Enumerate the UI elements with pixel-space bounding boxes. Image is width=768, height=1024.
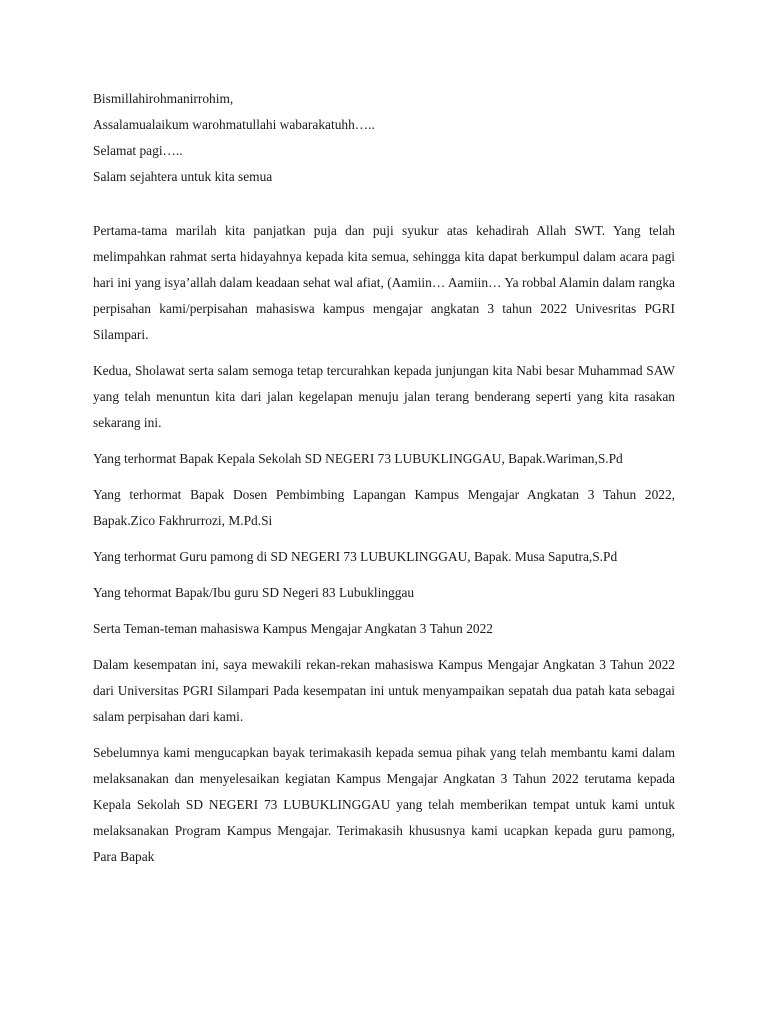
greeting-block xyxy=(93,86,675,190)
paragraph-thanks: Sebelumnya kami mengucapkan bayak terimakasih kepada semua pihak yang telah membantu kami dalam melaksanakan dan menyelesaikan kegiatan Kampus Mengajar Angkatan 3 Tahun 2022 terutama kepada Kepala Sekolah SD NEGERI 73 LUBUKLINGGAU yang telah memberikan tempat untuk kami untuk melaksanakan Program Kampus Mengajar. Terimakasih khususnya kami ucapkan kepada guru pamong, Para Bapak xyxy=(93,745,675,864)
paragraph-honor-teachers: Yang tehormat Bapak/Ibu guru SD Negeri 83 Lubuklinggau xyxy=(93,585,415,600)
blank-line xyxy=(93,190,675,218)
greeting-morning: Selamat pagi….. xyxy=(93,143,183,158)
paragraph-fellow-students: Serta Teman-teman mahasiswa Kampus Mengajar Angkatan 3 Tahun 2022 xyxy=(93,621,493,636)
speech-body xyxy=(93,218,675,870)
paragraph-purpose: Dalam kesempatan ini, saya mewakili rekan-rekan mahasiswa Kampus Mengajar Angkatan 3 Tahun 2022 dari Universitas PGRI Silampari Pada kesempatan ini untuk menyampaikan sepatah dua patah kata sebagai salam perpisahan dari kami. xyxy=(93,657,675,724)
greeting-peace: Salam sejahtera untuk kita semua xyxy=(93,169,273,184)
paragraph-sholawat: Kedua, Sholawat serta salam semoga tetap tercurahkan kepada junjungan kita Nabi besar Muhammad SAW yang telah menuntun kita dari jalan kegelapan menuju jalan terang benderang seperti yang kita rasakan sekarang ini. xyxy=(93,363,675,430)
paragraph-honor-principal: Yang terhormat Bapak Kepala Sekolah SD NEGERI 73 LUBUKLINGGAU, Bapak.Wariman,S.Pd xyxy=(93,451,623,466)
paragraph-honor-supervisor: Yang terhormat Bapak Dosen Pembimbing Lapangan Kampus Mengajar Angkatan 3 Tahun 2022, Bapak.Zico Fakhrurrozi, M.Pd.Si xyxy=(93,487,675,528)
greeting-salam: Assalamualaikum warohmatullahi wabarakatuhh….. xyxy=(93,117,375,132)
paragraph-opening-gratitude: Pertama-tama marilah kita panjatkan puja dan puji syukur atas kehadirah Allah SWT. Yang telah melimpahkan rahmat serta hidayahnya kepada kita semua, sehingga kita dapat berkumpul dalam acara pagi hari ini yang isya’allah dalam keadaan sehat wal afiat, (Aamiin… Aamiin… Ya robbal Alamin dalam rangka perpisahan kami/perpisahan mahasiswa kampus mengajar angkatan 3 tahun 2022 Univesritas PGRI Silampari. xyxy=(93,223,675,342)
greeting-basmalah: Bismillahirohmanirrohim, xyxy=(93,91,234,106)
document-page xyxy=(93,86,675,870)
paragraph-honor-mentor-teacher: Yang terhormat Guru pamong di SD NEGERI 73 LUBUKLINGGAU, Bapak. Musa Saputra,S.Pd xyxy=(93,549,618,564)
